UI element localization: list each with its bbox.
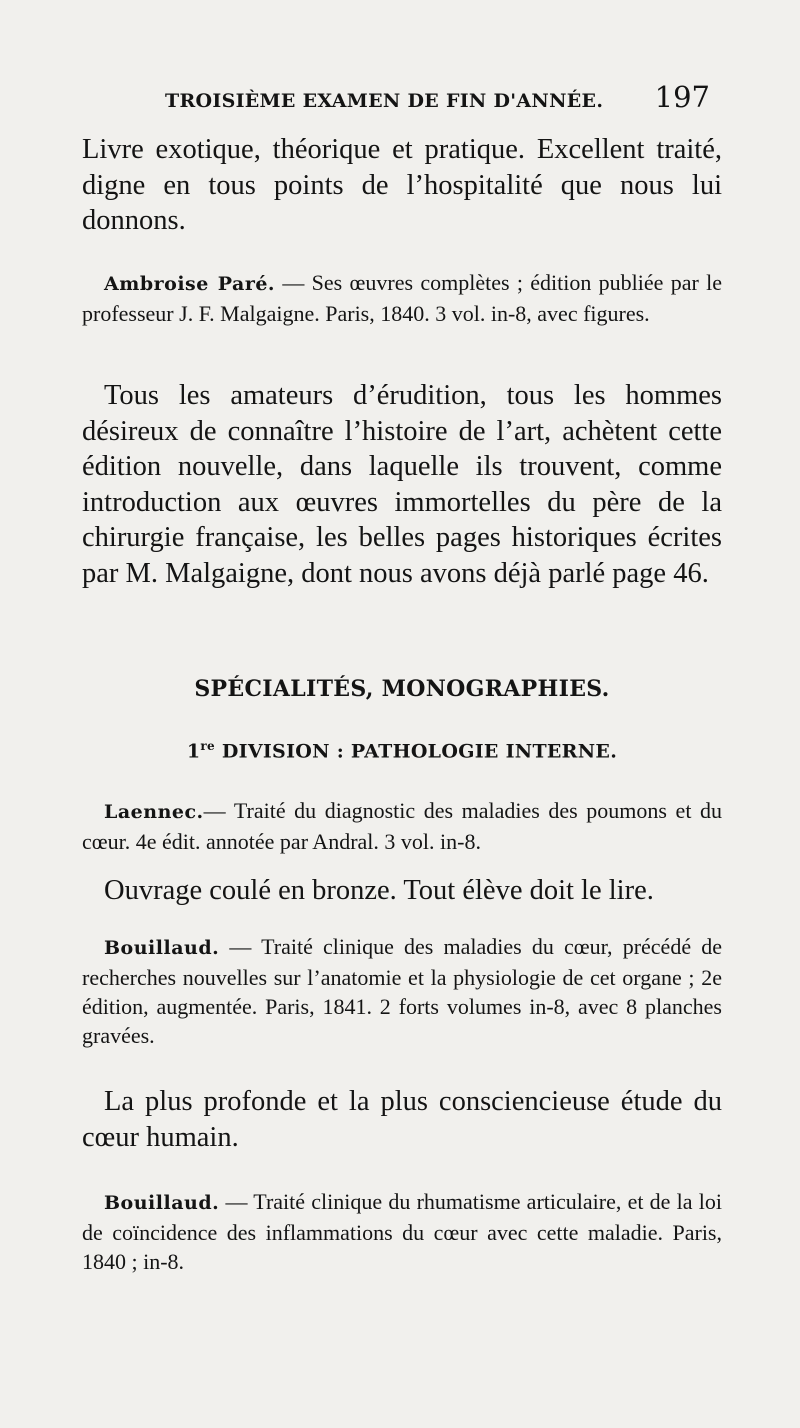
- paragraph-exotic-review: Livre exotique, théorique et pratique. Excellent traité, digne en tous points de l’hospitalité que nous lui donnons.: [82, 134, 722, 236]
- entry-text: — Traité clinique du rhumatisme articulaire, et de la loi de coïncidence des inflammations du cœur avec cette maladie. Paris, 1840 ; in-8.: [82, 1189, 722, 1274]
- division-title: [82, 739, 722, 762]
- entry-bouillaud-rhumatisme: [82, 1187, 722, 1276]
- entry-author: Ambroise Paré.: [104, 273, 276, 295]
- paragraph-erudition: Tous les amateurs d’érudition, tous les hommes désireux de connaître l’histoire de l’art, achètent cette édition nouvelle, dans laquelle ils trouvent, comme introduction aux œuvres immortelles du père de la chirurgie française, les belles pages historiques écrites par M. Malgaigne, dont nous avons déjà parlé page 46.: [82, 380, 722, 589]
- entry-bouillaud-coeur: [82, 932, 722, 1050]
- entry-author: Laennec.: [104, 801, 204, 823]
- entry-author: Bouillaud.: [104, 937, 220, 959]
- division-label: DIVISION : PATHOLOGIE INTERNE.: [214, 740, 618, 763]
- running-header: [165, 80, 710, 114]
- entry-text: — Traité du diagnostic des maladies des poumons et du cœur. 4e édit. annotée par Andral. 3 vol. in-8.: [82, 798, 722, 854]
- division-number: 1: [186, 740, 201, 763]
- running-title: TROISIÈME EXAMEN DE FIN D'ANNÉE.: [165, 90, 604, 112]
- entry-laennec: [82, 796, 722, 856]
- entry-text: — Traité clinique des maladies du cœur, précédé de recherches nouvelles sur l’anatomie et la physiologie de cet organe ; 2e édition, augmentée. Paris, 1841. 2 forts volumes in-8, avec 8 planches gravées.: [82, 934, 722, 1048]
- entry-author: Bouillaud.: [104, 1192, 220, 1214]
- paragraph-bronze: Ouvrage coulé en bronze. Tout élève doit le lire.: [104, 875, 654, 906]
- entry-text: — Ses œuvres complètes ; édition publiée par le professeur J. F. Malgaigne. Paris, 1840. 3 vol. in-8, avec figures.: [82, 270, 723, 326]
- paragraph-profonde: La plus profonde et la plus consciencieuse étude du cœur humain.: [82, 1086, 722, 1153]
- section-title: SPÉCIALITÉS, MONOGRAPHIES.: [194, 676, 610, 702]
- page-number: 197: [654, 80, 710, 114]
- division-ordinal: re: [200, 739, 215, 753]
- entry-ambroise-pare: [82, 268, 722, 328]
